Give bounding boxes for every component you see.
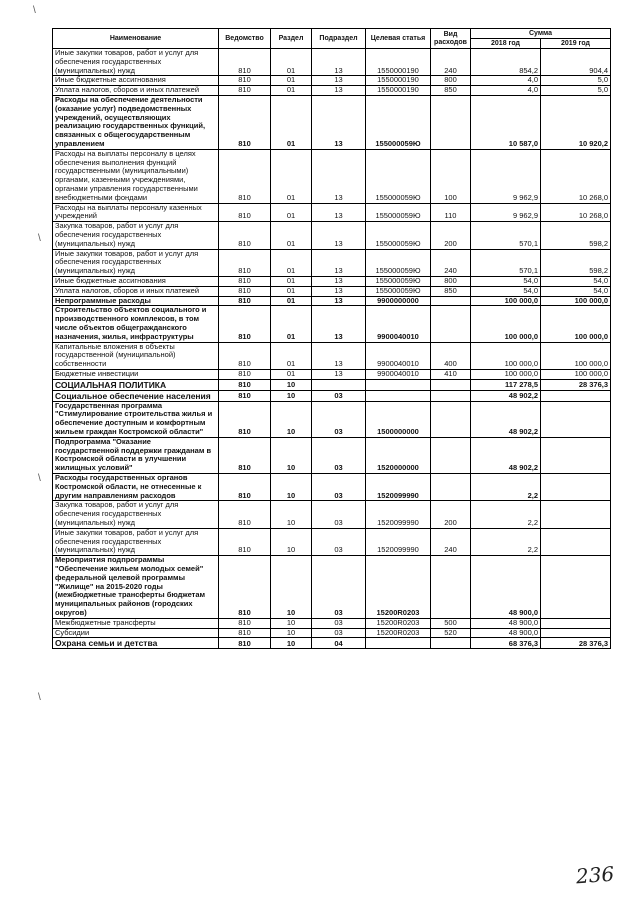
row-sum-2019: 54,0 bbox=[541, 276, 611, 286]
row-sum-2019: 598,2 bbox=[541, 249, 611, 276]
row-target: 1520000000 bbox=[366, 437, 431, 473]
row-dept: 810 bbox=[219, 306, 271, 342]
row-sum-2019 bbox=[541, 556, 611, 619]
row-dept: 810 bbox=[219, 276, 271, 286]
table-header bbox=[53, 29, 611, 49]
row-dept: 810 bbox=[219, 401, 271, 437]
row-dept: 810 bbox=[219, 203, 271, 222]
row-section: 01 bbox=[271, 86, 312, 96]
row-sum-2019 bbox=[541, 474, 611, 501]
row-sum-2019: 28 376,3 bbox=[541, 638, 611, 649]
row-target: 155000059Ю bbox=[366, 222, 431, 249]
row-dept: 810 bbox=[219, 296, 271, 306]
col-header-target: Целевая статья bbox=[366, 29, 431, 49]
row-subsection: 13 bbox=[312, 306, 366, 342]
row-sum-2019 bbox=[541, 401, 611, 437]
row-target: 155000059Ю bbox=[366, 276, 431, 286]
row-sum-2019: 10 920,2 bbox=[541, 95, 611, 149]
row-subsection: 03 bbox=[312, 528, 366, 555]
row-target: 1550000190 bbox=[366, 49, 431, 76]
row-target: 1520099990 bbox=[366, 528, 431, 555]
row-section: 10 bbox=[271, 401, 312, 437]
row-section: 10 bbox=[271, 628, 312, 638]
row-subsection bbox=[312, 379, 366, 390]
table-row bbox=[53, 286, 611, 296]
row-sum-2019 bbox=[541, 628, 611, 638]
table-row bbox=[53, 249, 611, 276]
row-subsection: 13 bbox=[312, 296, 366, 306]
row-sum-2018: 48 900,0 bbox=[471, 556, 541, 619]
row-section: 01 bbox=[271, 95, 312, 149]
table-row bbox=[53, 474, 611, 501]
row-name: СОЦИАЛЬНАЯ ПОЛИТИКА bbox=[53, 379, 219, 390]
row-section: 01 bbox=[271, 286, 312, 296]
row-name: Иные бюджетные ассигнования bbox=[53, 76, 219, 86]
row-name: Расходы на выплаты персоналу казенных учреждений bbox=[53, 203, 219, 222]
row-subsection: 13 bbox=[312, 286, 366, 296]
row-exptype bbox=[431, 474, 471, 501]
row-sum-2019: 5,0 bbox=[541, 86, 611, 96]
row-sum-2019 bbox=[541, 528, 611, 555]
row-subsection: 03 bbox=[312, 401, 366, 437]
row-target: 155000059Ю bbox=[366, 286, 431, 296]
table-row bbox=[53, 528, 611, 555]
row-target: 9900040010 bbox=[366, 342, 431, 369]
row-section: 01 bbox=[271, 222, 312, 249]
row-subsection: 13 bbox=[312, 149, 366, 203]
row-sum-2019: 100 000,0 bbox=[541, 342, 611, 369]
table-row bbox=[53, 556, 611, 619]
row-exptype bbox=[431, 95, 471, 149]
row-section: 10 bbox=[271, 390, 312, 401]
row-exptype bbox=[431, 401, 471, 437]
row-exptype: 240 bbox=[431, 49, 471, 76]
row-sum-2019 bbox=[541, 437, 611, 473]
table-row bbox=[53, 276, 611, 286]
page-number: 236 bbox=[575, 861, 615, 889]
row-target: 1500000000 bbox=[366, 401, 431, 437]
row-section: 01 bbox=[271, 306, 312, 342]
row-sum-2019: 100 000,0 bbox=[541, 306, 611, 342]
row-name: Расходы на выплаты персоналу в целях обеспечения выполнения функций государственными (муниципальными) органами, казенными учреждениями, органами управления государственными внебюджетными фондами bbox=[53, 149, 219, 203]
row-section: 10 bbox=[271, 474, 312, 501]
table-row bbox=[53, 638, 611, 649]
row-sum-2018: 9 962,9 bbox=[471, 203, 541, 222]
row-target: 1550000190 bbox=[366, 86, 431, 96]
row-sum-2018: 9 962,9 bbox=[471, 149, 541, 203]
row-name: Иные закупки товаров, работ и услуг для обеспечения государственных (муниципальных) нужд bbox=[53, 249, 219, 276]
table-row bbox=[53, 379, 611, 390]
row-sum-2019 bbox=[541, 390, 611, 401]
row-section: 01 bbox=[271, 276, 312, 286]
row-exptype bbox=[431, 306, 471, 342]
row-subsection: 04 bbox=[312, 638, 366, 649]
row-dept: 810 bbox=[219, 638, 271, 649]
row-sum-2018: 48 900,0 bbox=[471, 618, 541, 628]
row-name: Капитальные вложения в объекты государственной (муниципальной) собственности bbox=[53, 342, 219, 369]
row-target bbox=[366, 638, 431, 649]
row-name: Закупка товаров, работ и услуг для обеспечения государственных (муниципальных) нужд bbox=[53, 501, 219, 528]
row-exptype: 800 bbox=[431, 276, 471, 286]
table-row bbox=[53, 401, 611, 437]
row-exptype: 110 bbox=[431, 203, 471, 222]
row-dept: 810 bbox=[219, 49, 271, 76]
row-subsection: 13 bbox=[312, 76, 366, 86]
row-subsection: 13 bbox=[312, 249, 366, 276]
row-exptype: 410 bbox=[431, 369, 471, 379]
row-target: 9900000000 bbox=[366, 296, 431, 306]
row-sum-2018: 48 902,2 bbox=[471, 437, 541, 473]
row-subsection: 03 bbox=[312, 628, 366, 638]
row-name: Иные бюджетные ассигнования bbox=[53, 276, 219, 286]
table-row bbox=[53, 95, 611, 149]
row-name: Субсидии bbox=[53, 628, 219, 638]
row-subsection: 13 bbox=[312, 49, 366, 76]
row-exptype bbox=[431, 390, 471, 401]
row-dept: 810 bbox=[219, 501, 271, 528]
row-name: Иные закупки товаров, работ и услуг для обеспечения государственных (муниципальных) нужд bbox=[53, 49, 219, 76]
row-dept: 810 bbox=[219, 390, 271, 401]
row-sum-2018: 2,2 bbox=[471, 528, 541, 555]
row-target: 9900040010 bbox=[366, 306, 431, 342]
row-section: 10 bbox=[271, 501, 312, 528]
table-row bbox=[53, 501, 611, 528]
row-target: 1520099990 bbox=[366, 474, 431, 501]
table-row bbox=[53, 76, 611, 86]
row-sum-2018: 4,0 bbox=[471, 76, 541, 86]
row-sum-2019: 5,0 bbox=[541, 76, 611, 86]
row-name: Охрана семьи и детства bbox=[53, 638, 219, 649]
row-section: 01 bbox=[271, 76, 312, 86]
row-section: 10 bbox=[271, 556, 312, 619]
table-row bbox=[53, 203, 611, 222]
row-sum-2018: 48 902,2 bbox=[471, 401, 541, 437]
row-name: Подпрограмма "Оказание государственной поддержки гражданам в Костромской области в улучшении жилищных условий" bbox=[53, 437, 219, 473]
row-subsection: 13 bbox=[312, 95, 366, 149]
row-dept: 810 bbox=[219, 437, 271, 473]
row-section: 01 bbox=[271, 296, 312, 306]
row-sum-2019: 10 268,0 bbox=[541, 203, 611, 222]
row-name: Социальное обеспечение населения bbox=[53, 390, 219, 401]
row-dept: 810 bbox=[219, 628, 271, 638]
row-sum-2018: 54,0 bbox=[471, 276, 541, 286]
row-sum-2019: 100 000,0 bbox=[541, 369, 611, 379]
row-section: 10 bbox=[271, 379, 312, 390]
table-row bbox=[53, 342, 611, 369]
row-name: Расходы государственных органов Костромской области, не отнесенные к другим направлениям расходов bbox=[53, 474, 219, 501]
row-exptype: 850 bbox=[431, 286, 471, 296]
row-name: Межбюджетные трансферты bbox=[53, 618, 219, 628]
table-row bbox=[53, 222, 611, 249]
row-name: Закупка товаров, работ и услуг для обеспечения государственных (муниципальных) нужд bbox=[53, 222, 219, 249]
scan-tick-mark: \ bbox=[38, 233, 41, 244]
row-section: 10 bbox=[271, 618, 312, 628]
budget-table bbox=[52, 28, 611, 649]
row-sum-2018: 100 000,0 bbox=[471, 306, 541, 342]
row-dept: 810 bbox=[219, 556, 271, 619]
row-target bbox=[366, 390, 431, 401]
row-target: 155000059Ю bbox=[366, 149, 431, 203]
row-subsection: 13 bbox=[312, 276, 366, 286]
row-sum-2018: 570,1 bbox=[471, 249, 541, 276]
row-section: 10 bbox=[271, 437, 312, 473]
row-sum-2018: 4,0 bbox=[471, 86, 541, 96]
row-section: 01 bbox=[271, 203, 312, 222]
col-header-dept: Ведомство bbox=[219, 29, 271, 49]
row-section: 01 bbox=[271, 249, 312, 276]
col-header-sum: Сумма bbox=[471, 29, 611, 39]
row-target: 155000059Ю bbox=[366, 203, 431, 222]
col-header-2019: 2019 год bbox=[541, 39, 611, 49]
table-row bbox=[53, 306, 611, 342]
row-subsection: 03 bbox=[312, 437, 366, 473]
row-section: 01 bbox=[271, 369, 312, 379]
row-name: Уплата налогов, сборов и иных платежей bbox=[53, 286, 219, 296]
row-subsection: 13 bbox=[312, 369, 366, 379]
row-sum-2018: 2,2 bbox=[471, 501, 541, 528]
row-dept: 810 bbox=[219, 618, 271, 628]
row-section: 01 bbox=[271, 342, 312, 369]
row-sum-2018: 2,2 bbox=[471, 474, 541, 501]
row-exptype: 850 bbox=[431, 86, 471, 96]
row-section: 01 bbox=[271, 149, 312, 203]
row-name: Иные закупки товаров, работ и услуг для обеспечения государственных (муниципальных) нужд bbox=[53, 528, 219, 555]
row-dept: 810 bbox=[219, 222, 271, 249]
row-sum-2019: 54,0 bbox=[541, 286, 611, 296]
row-exptype: 500 bbox=[431, 618, 471, 628]
col-header-name: Наименование bbox=[53, 29, 219, 49]
row-target: 15200R0203 bbox=[366, 628, 431, 638]
row-target: 155000059Ю bbox=[366, 95, 431, 149]
row-sum-2018: 570,1 bbox=[471, 222, 541, 249]
table-row bbox=[53, 86, 611, 96]
row-dept: 810 bbox=[219, 95, 271, 149]
row-exptype: 200 bbox=[431, 222, 471, 249]
row-sum-2018: 100 000,0 bbox=[471, 369, 541, 379]
scan-tick-mark: \ bbox=[33, 5, 36, 16]
row-name: Строительство объектов социального и производственного комплексов, в том числе объектов общегражданского назначения, жилья, инфраструктуры bbox=[53, 306, 219, 342]
row-subsection: 13 bbox=[312, 86, 366, 96]
row-sum-2018: 854,2 bbox=[471, 49, 541, 76]
row-name: Расходы на обеспечение деятельности (оказание услуг) подведомственных учреждений, осуществляющих реализацию государственных функций, связанных с общегосударственным управлением bbox=[53, 95, 219, 149]
row-sum-2018: 10 587,0 bbox=[471, 95, 541, 149]
row-dept: 810 bbox=[219, 528, 271, 555]
row-subsection: 03 bbox=[312, 618, 366, 628]
table-row bbox=[53, 49, 611, 76]
row-sum-2019: 598,2 bbox=[541, 222, 611, 249]
row-exptype bbox=[431, 638, 471, 649]
row-exptype: 100 bbox=[431, 149, 471, 203]
row-target: 15200R0203 bbox=[366, 556, 431, 619]
row-sum-2018: 48 900,0 bbox=[471, 628, 541, 638]
row-sum-2019: 28 376,3 bbox=[541, 379, 611, 390]
scan-tick-mark: \ bbox=[38, 692, 41, 703]
row-section: 01 bbox=[271, 49, 312, 76]
row-sum-2019 bbox=[541, 618, 611, 628]
row-exptype bbox=[431, 556, 471, 619]
row-subsection: 13 bbox=[312, 222, 366, 249]
table-row bbox=[53, 618, 611, 628]
row-target: 155000059Ю bbox=[366, 249, 431, 276]
table-row bbox=[53, 437, 611, 473]
row-name: Уплата налогов, сборов и иных платежей bbox=[53, 86, 219, 96]
row-exptype bbox=[431, 437, 471, 473]
row-subsection: 03 bbox=[312, 474, 366, 501]
row-subsection: 03 bbox=[312, 501, 366, 528]
row-sum-2018: 68 376,3 bbox=[471, 638, 541, 649]
row-sum-2018: 117 278,5 bbox=[471, 379, 541, 390]
row-exptype: 200 bbox=[431, 501, 471, 528]
col-header-exptype: Вид расходов bbox=[431, 29, 471, 49]
row-name: Государственная программа "Стимулирование строительства жилья и обеспечение доступным и комфортным жильем граждан Костромской области" bbox=[53, 401, 219, 437]
col-header-section: Раздел bbox=[271, 29, 312, 49]
row-name: Бюджетные инвестиции bbox=[53, 369, 219, 379]
row-target: 15200R0203 bbox=[366, 618, 431, 628]
table-row bbox=[53, 390, 611, 401]
row-dept: 810 bbox=[219, 76, 271, 86]
row-sum-2019 bbox=[541, 501, 611, 528]
table-row bbox=[53, 369, 611, 379]
row-sum-2018: 100 000,0 bbox=[471, 342, 541, 369]
row-sum-2018: 100 000,0 bbox=[471, 296, 541, 306]
row-dept: 810 bbox=[219, 286, 271, 296]
scan-tick-mark: \ bbox=[38, 473, 41, 484]
row-exptype: 240 bbox=[431, 528, 471, 555]
row-subsection: 13 bbox=[312, 203, 366, 222]
row-dept: 810 bbox=[219, 369, 271, 379]
table-body bbox=[53, 49, 611, 649]
row-name: Мероприятия подпрограммы "Обеспечение жильем молодых семей" федеральной целевой программы "Жилище" на 2015-2020 годы (межбюджетные трансферты бюджетам муниципальных районов (городских округов) bbox=[53, 556, 219, 619]
col-header-2018: 2018 год bbox=[471, 39, 541, 49]
row-target: 9900040010 bbox=[366, 369, 431, 379]
col-header-subsection: Подраздел bbox=[312, 29, 366, 49]
row-name: Непрограммные расходы bbox=[53, 296, 219, 306]
row-sum-2019: 904,4 bbox=[541, 49, 611, 76]
row-exptype: 800 bbox=[431, 76, 471, 86]
row-sum-2018: 54,0 bbox=[471, 286, 541, 296]
row-exptype: 520 bbox=[431, 628, 471, 638]
row-exptype bbox=[431, 379, 471, 390]
row-dept: 810 bbox=[219, 379, 271, 390]
table-row bbox=[53, 296, 611, 306]
row-subsection: 03 bbox=[312, 556, 366, 619]
row-dept: 810 bbox=[219, 249, 271, 276]
row-dept: 810 bbox=[219, 474, 271, 501]
row-dept: 810 bbox=[219, 149, 271, 203]
row-sum-2019: 100 000,0 bbox=[541, 296, 611, 306]
row-dept: 810 bbox=[219, 86, 271, 96]
row-target bbox=[366, 379, 431, 390]
row-section: 10 bbox=[271, 638, 312, 649]
row-exptype: 400 bbox=[431, 342, 471, 369]
row-sum-2019: 10 268,0 bbox=[541, 149, 611, 203]
row-dept: 810 bbox=[219, 342, 271, 369]
table-row bbox=[53, 628, 611, 638]
row-exptype: 240 bbox=[431, 249, 471, 276]
row-subsection: 13 bbox=[312, 342, 366, 369]
row-exptype bbox=[431, 296, 471, 306]
row-subsection: 03 bbox=[312, 390, 366, 401]
table-row bbox=[53, 149, 611, 203]
row-sum-2018: 48 902,2 bbox=[471, 390, 541, 401]
row-section: 10 bbox=[271, 528, 312, 555]
row-target: 1550000190 bbox=[366, 76, 431, 86]
row-target: 1520099990 bbox=[366, 501, 431, 528]
